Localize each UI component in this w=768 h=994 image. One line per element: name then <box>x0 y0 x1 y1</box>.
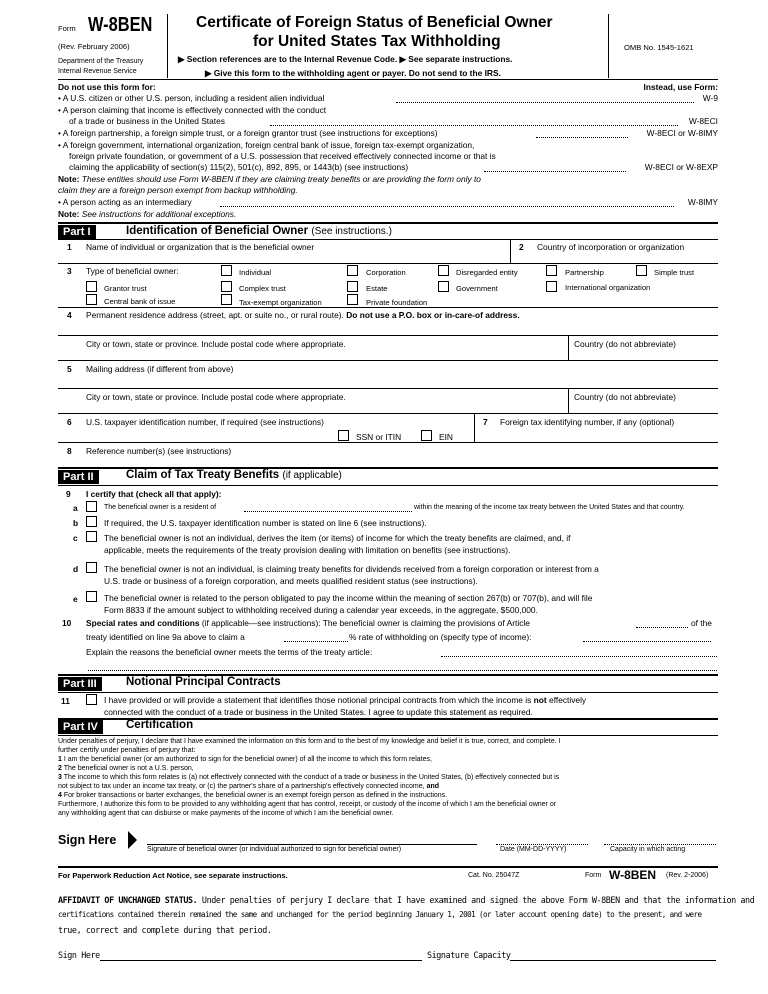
dept-line1: Department of the Treasury <box>58 58 144 65</box>
cert-item2: 2 The beneficial owner is not a U.S. person, <box>58 765 194 772</box>
line9c-text2: applicable, meets the requirements of the treaty provision dealing with limitation on benefits (see instructions). <box>104 545 511 555</box>
line10-text1-end: of the <box>691 618 712 628</box>
treaty-explanation-field[interactable] <box>441 656 717 657</box>
exclusion-partnership: • A foreign partnership, a foreign simple trust, or a foreign grantor trust (see instructions for exceptions) <box>58 128 438 138</box>
part4-label: Part IV <box>58 720 103 734</box>
cert-item3a: 3 The income to which this form relates is (a) not effectively connected with the conduct of a trade or business in the United States, (b) effectively connected but is <box>58 774 560 781</box>
line9b-letter: b <box>73 518 79 528</box>
line9e-text2: Form 8833 if the amount subject to withholding received during a calendar year exceeds, in the aggregate, $500,000. <box>104 605 538 615</box>
form-title-line2: for United States Tax Withholding <box>253 33 501 50</box>
form-ref-w8imy: W-8IMY <box>687 197 718 207</box>
simple-trust-checkbox[interactable] <box>636 265 647 276</box>
treaty-explanation-field-2[interactable] <box>88 670 717 671</box>
affidavit-signature-line[interactable] <box>100 960 422 961</box>
tax-exempt-checkbox[interactable] <box>221 294 232 305</box>
line6-label: U.S. taxpayer identification number, if required (see instructions) <box>86 417 324 427</box>
ein-checkbox[interactable] <box>421 430 432 441</box>
exclusion-intermediary: • A person acting as an intermediary <box>58 197 192 207</box>
line3-label: Type of beneficial owner: <box>86 266 179 276</box>
foreign-tin-field[interactable] <box>500 429 714 441</box>
header-subline2: ▶ Give this form to the withholding agent or payer. Do not send to the IRS. <box>205 68 501 78</box>
ein-label: EIN <box>439 432 453 442</box>
type-disregarded-entity: Disregarded entity <box>456 268 518 277</box>
central-bank-checkbox[interactable] <box>86 294 97 305</box>
cat-number: Cat. No. 25047Z <box>468 872 520 879</box>
line9e-text1: The beneficial owner is related to the person obligated to pay the income within the meaning of section 267(b) or 707(b), and will file <box>104 593 593 603</box>
do-not-use-heading: Do not use this form for: <box>58 82 156 92</box>
footer-revision: (Rev. 2-2006) <box>666 872 709 879</box>
line9b-checkbox[interactable] <box>86 516 97 527</box>
sign-here-label: Sign Here <box>58 833 117 847</box>
part2-label: Part II <box>58 470 99 484</box>
type-government: Government <box>456 284 498 293</box>
paperwork-notice: For Paperwork Reduction Act Notice, see separate instructions. <box>58 871 288 880</box>
line9c-text1: The beneficial owner is not an individual, derives the item (or items) of income for which the treaty benefits are claimed, and, if <box>104 533 571 543</box>
cert-further1: Furthermore, I authorize this form to be provided to any withholding agent that has control, receipt, or custody of the income of which I am the beneficial owner or <box>58 801 557 808</box>
line10-text3: Explain the reasons the beneficial owner meets the terms of the treaty article: <box>86 647 373 657</box>
instead-use-heading: Instead, use Form: <box>643 82 718 92</box>
ssn-itin-label: SSN or ITIN <box>356 432 402 442</box>
part3-title: Notional Principal Contracts <box>126 676 281 688</box>
header-subline1: ▶ Section references are to the Internal Revenue Code. ▶ See separate instructions. <box>178 54 513 64</box>
mailing-address-field[interactable] <box>86 374 712 386</box>
line2-number: 2 <box>519 242 524 252</box>
line9c-checkbox[interactable] <box>86 531 97 542</box>
international-organization-checkbox[interactable] <box>546 281 557 292</box>
line7-number: 7 <box>483 417 488 427</box>
date-field[interactable] <box>496 844 588 845</box>
type-partnership: Partnership <box>565 268 604 277</box>
line6-number: 6 <box>67 417 72 427</box>
type-central-bank: Central bank of issue <box>104 297 176 306</box>
cert-item3b: not subject to tax under an income tax treaty, or (c) the partner's share of a partnership's effectively connected income, and <box>58 783 440 790</box>
type-complex-trust: Complex trust <box>239 284 286 293</box>
treaty-country-field[interactable] <box>244 511 412 512</box>
exclusion-govt-line3: claiming the applicability of section(s) 115(2), 501(c), 892, 895, or 1443(b) (see instructions) <box>69 162 409 172</box>
form-revision: (Rev. February 2006) <box>58 42 130 51</box>
line11-text1: I have provided or will provide a statement that identifies those notional principal contracts from which the income is not effectively <box>104 695 587 705</box>
note2: Note: See instructions for additional exceptions. <box>58 209 237 219</box>
type-grantor-trust: Grantor trust <box>104 284 147 293</box>
footer-form-label: Form <box>585 872 602 879</box>
reference-number-field[interactable] <box>270 446 710 458</box>
line5-number: 5 <box>67 364 72 374</box>
corporation-checkbox[interactable] <box>347 265 358 276</box>
form-label: Form <box>58 24 76 33</box>
exclusion-eci-line1: • A person claiming that income is effectively connected with the conduct <box>58 105 327 115</box>
signature-label: Signature of beneficial owner (or individual authorized to sign for beneficial owner) <box>147 846 402 853</box>
line9d-text1: The beneficial owner is not an individual, is claiming treaty benefits for dividends received from a foreign corporation or interest from a <box>104 564 599 574</box>
line10-number: 10 <box>62 618 72 628</box>
sign-arrow-icon <box>128 831 137 849</box>
residence-country-label: Country (do not abbreviate) <box>574 339 676 349</box>
name-field[interactable] <box>86 252 504 262</box>
form-ref-w9: W-9 <box>702 93 718 103</box>
residence-address-field[interactable] <box>86 320 712 334</box>
type-individual: Individual <box>239 268 272 277</box>
line9e-letter: e <box>73 594 78 604</box>
complex-trust-checkbox[interactable] <box>221 281 232 292</box>
note1-line2: claim they are a foreign person exempt from backup withholding. <box>58 185 298 195</box>
part1-title: Identification of Beneficial Owner (See instructions.) <box>126 225 392 237</box>
grantor-trust-checkbox[interactable] <box>86 281 97 292</box>
line11-number: 11 <box>61 696 70 706</box>
line5-label: Mailing address (if different from above) <box>86 364 234 374</box>
line9a-letter: a <box>73 503 78 513</box>
exclusion-eci-line2: of a trade or business in the United States <box>69 116 225 126</box>
line11-checkbox[interactable] <box>86 694 97 705</box>
ssn-itin-checkbox[interactable] <box>338 430 349 441</box>
part2-title: Claim of Tax Treaty Benefits (if applicable) <box>126 469 342 481</box>
affidavit-line1: AFFIDAVIT OF UNCHANGED STATUS. Under penalties of perjury I declare that I have examined and signed the above Form W-8BEN and that the information and <box>58 895 755 905</box>
exclusion-us-person: • A U.S. citizen or other U.S. person, including a resident alien individual <box>58 93 325 103</box>
cert-further2: any withholding agent that can disburse or make payments of the income of which I am the beneficial owner. <box>58 810 394 817</box>
date-label: Date (MM-DD-YYYY) <box>500 846 567 853</box>
line3-number: 3 <box>67 266 72 276</box>
form-number: W-8BEN <box>88 14 153 36</box>
capacity-label: Capacity in which acting <box>610 846 686 853</box>
part3-label: Part III <box>58 677 102 691</box>
type-tax-exempt: Tax-exempt organization <box>239 298 322 307</box>
line1-label: Name of individual or organization that is the beneficial owner <box>86 242 315 252</box>
line2-label: Country of incorporation or organization <box>537 242 685 252</box>
form-ref-w8eci: W-8ECI <box>688 116 718 126</box>
residence-city-field[interactable] <box>86 349 562 359</box>
residence-country-field[interactable] <box>574 349 714 359</box>
exclusion-govt-line2: foreign private foundation, or government of a U.S. possession that received effectively connected income or that is <box>69 151 496 161</box>
income-type-field[interactable] <box>583 641 711 642</box>
line9d-letter: d <box>73 564 79 574</box>
line9b-text: If required, the U.S. taxpayer identification number is stated on line 6 (see instructions). <box>104 518 427 528</box>
line9c-letter: c <box>73 533 78 543</box>
individual-checkbox[interactable] <box>221 265 232 276</box>
type-corporation: Corporation <box>366 268 406 277</box>
type-international-organization: International organization <box>565 283 651 292</box>
form-ref-w8eci-w8exp: W-8ECI or W-8EXP <box>644 162 718 172</box>
mailing-country-label: Country (do not abbreviate) <box>574 392 676 402</box>
line1-number: 1 <box>67 242 72 252</box>
form-ref-w8eci-w8imy: W-8ECI or W-8IMY <box>646 128 718 138</box>
line9a-text1: The beneficial owner is a resident of <box>104 504 217 511</box>
affidavit-line3: true, correct and complete during that period. <box>58 925 272 935</box>
type-simple-trust: Simple trust <box>654 268 695 277</box>
line9a-text2: within the meaning of the income tax treaty between the United States and that country. <box>414 504 685 511</box>
line11-text2: connected with the conduct of a trade or business in the United States. I agree to update this statement as required. <box>104 707 533 717</box>
line8-label: Reference number(s) (see instructions) <box>86 446 232 456</box>
part4-title: Certification <box>126 719 194 731</box>
signature-field[interactable] <box>147 830 477 844</box>
mailing-country-field[interactable] <box>574 402 714 412</box>
type-estate: Estate <box>366 284 388 293</box>
line4-number: 4 <box>67 310 72 320</box>
affidavit-capacity-line[interactable] <box>510 960 716 961</box>
treaty-article-field[interactable] <box>636 627 688 628</box>
partnership-checkbox[interactable] <box>546 265 557 276</box>
part1-label: Part I <box>58 225 96 239</box>
line9e-checkbox[interactable] <box>86 591 97 602</box>
footer-form-number: W-8BEN <box>609 868 657 882</box>
affidavit-line2: certifications contained therein remained the same and unchanged for the period beginning January 1, 2001 (or later account opening date) to the present, and were <box>58 910 702 919</box>
mailing-city-label: City or town, state or province. Include postal code where appropriate. <box>86 392 346 402</box>
line10-text1: Special rates and conditions (if applicable—see instructions): The beneficial owner is claiming the provisions of Article <box>86 618 530 628</box>
government-checkbox[interactable] <box>438 281 449 292</box>
line10-text2a: treaty identified on line 9a above to claim a <box>86 632 245 642</box>
omb-number: OMB No. 1545-1621 <box>624 43 694 52</box>
capacity-field[interactable] <box>604 844 716 845</box>
line9-number: 9 <box>66 489 71 499</box>
cert-item1: 1 I am the beneficial owner (or am authorized to sign for the beneficial owner) of all the income to which this form relates, <box>58 756 432 763</box>
form-title-line1: Certificate of Foreign Status of Beneficial Owner <box>196 14 553 31</box>
cert-para-line2: further certify under penalties of perjury that: <box>58 747 196 754</box>
affidavit-signature-capacity: Signature Capacity <box>427 950 511 960</box>
line9d-text2: U.S. trade or business of a foreign corporation, and meets qualified resident status (see instructions). <box>104 576 478 586</box>
withholding-rate-field[interactable] <box>284 641 348 642</box>
type-private-foundation: Private foundation <box>366 298 428 307</box>
country-incorporation-field[interactable] <box>516 252 716 262</box>
line4-label: Permanent residence address (street, apt. or suite no., or rural route). Do not use a P.O. box or in-care-of address. <box>86 310 520 320</box>
line8-number: 8 <box>67 446 72 456</box>
estate-checkbox[interactable] <box>347 281 358 292</box>
affidavit-sign-here: Sign Here <box>58 950 100 960</box>
residence-city-label: City or town, state or province. Include postal code where appropriate. <box>86 339 346 349</box>
private-foundation-checkbox[interactable] <box>347 294 358 305</box>
line7-label: Foreign tax identifying number, if any (optional) <box>500 417 675 427</box>
disregarded-entity-checkbox[interactable] <box>438 265 449 276</box>
cert-para-line1: Under penalties of perjury, I declare that I have examined the information on this form and to the best of my knowledge and belief it is true, correct, and complete. I <box>58 738 561 745</box>
cert-item4: 4 For broker transactions or barter exchanges, the beneficial owner is an exempt foreign person as defined in the instructions. <box>58 792 448 799</box>
exclusion-govt-line1: • A foreign government, international organization, foreign central bank of issue, foreign tax-exempt organization, <box>58 140 475 150</box>
line10-text2b: % rate of withholding on (specify type of income): <box>349 632 532 642</box>
line9-label: I certify that (check all that apply): <box>86 489 222 499</box>
note1-line1: Note: These entities should use Form W-8BEN if they are claiming treaty benefits or are providing the form only to <box>58 174 481 184</box>
dept-line2: Internal Revenue Service <box>58 68 137 75</box>
mailing-city-field[interactable] <box>86 402 562 412</box>
line9d-checkbox[interactable] <box>86 562 97 573</box>
line9a-checkbox[interactable] <box>86 501 97 512</box>
